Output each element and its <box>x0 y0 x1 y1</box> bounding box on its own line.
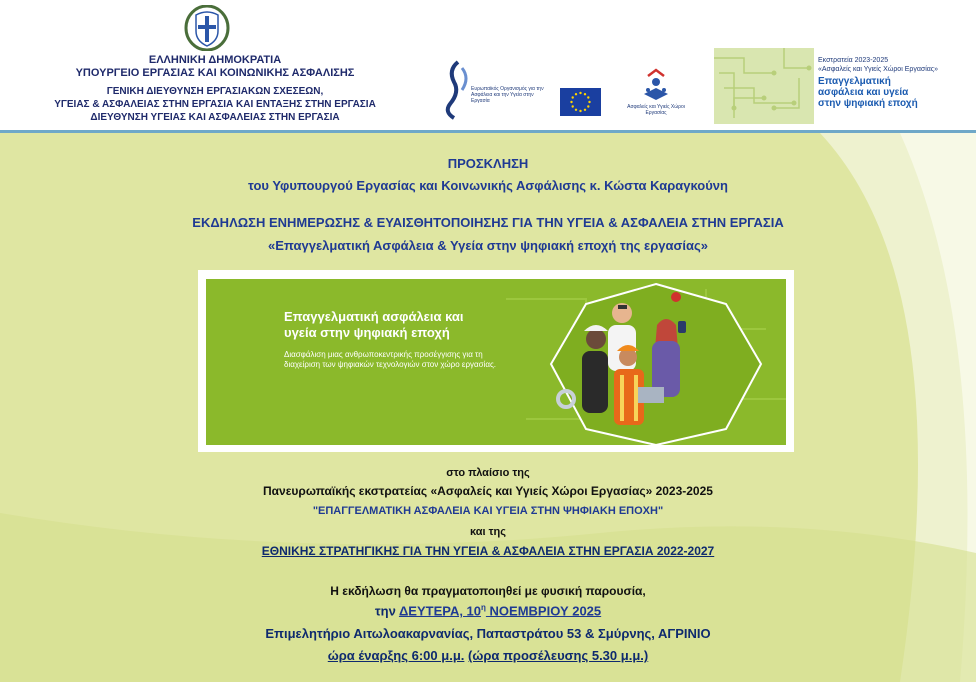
time-start: ώρα έναρξης 6:00 μ.μ. <box>327 648 465 663</box>
campaign-logo <box>714 48 976 124</box>
banner-subtitle: Διασφάλιση μιας ανθρωποκεντρικής προσέγγισης για τη διαχείριση των ψηφιακών τεχνολογιών στον χώρο εργασίας. <box>284 350 497 369</box>
ministry-line-3: ΓΕΝΙΚΗ ΔΙΕΥΘΥΝΣΗ ΕΡΓΑΣΙΑΚΩΝ ΣΧΕΣΕΩΝ, <box>106 86 324 97</box>
banner-title: Επαγγελματική ασφάλεια και υγεία στην ψηφιακή εποχή <box>284 309 464 340</box>
date-ordinal: η <box>481 603 486 612</box>
eu-flag-icon <box>560 88 601 116</box>
date-prefix: την <box>374 603 399 619</box>
context-line-2: Πανευρωπαϊκής εκστρατείας «Ασφαλείς και Υγιείς Χώροι Εργασίας» 2023-2025 <box>263 484 713 498</box>
event-date <box>0 603 976 618</box>
context-line-3: "ΕΠΑΓΓΕΛΜΑΤΙΚΗ ΑΣΦΑΛΕΙΑ ΚΑΙ ΥΓΕΙΑ ΣΤΗΝ ΨΗΦΙΑΚΗ ΕΠΟΧΗ" <box>312 505 664 517</box>
ministry-block <box>0 54 430 124</box>
invitation-from: του Υφυπουργού Εργασίας και Κοινωνικής Ασφάλισης κ. Κώστα Καραγκούνη <box>248 178 728 193</box>
details-intro: Η εκδήλωση θα πραγματοποιηθεί με φυσική παρουσία, <box>330 584 646 598</box>
national-strategy-link[interactable]: ΕΘΝΙΚΗΣ ΣΤΡΑΤΗΓΙΚΗΣ ΓΙΑ ΤΗΝ ΥΓΕΙΑ & ΑΣΦΑΛΕΙΑ ΣΤΗΝ ΕΡΓΑΣΙΑ 2022-2027 <box>261 544 715 558</box>
campaign-small-1: Εκστρατεία 2023-2025 <box>818 57 889 64</box>
ministry-line-4: ΥΓΕΙΑΣ & ΑΣΦΑΛΕΙΑΣ ΣΤΗΝ ΕΡΓΑΣΙΑ ΚΑΙ ΕΝΤΑΞΗΣ ΣΤΗΝ ΕΡΓΑΣΙΑ <box>54 99 376 110</box>
event-time <box>0 648 976 663</box>
circuit-pattern-icon <box>714 48 814 124</box>
greek-coat-of-arms-icon <box>184 5 230 51</box>
event-subtitle: «Επαγγελματική Ασφάλεια & Υγεία στην ψηφιακή εποχή της εργασίας» <box>268 238 708 253</box>
campaign-banner <box>206 279 786 445</box>
context-line-4: και της <box>470 526 506 538</box>
event-venue: Επιμελητήριο Αιτωλοακαρνανίας, Παπαστράτου 53 & Σμύρνης, ΑΓΡΙΝΙΟ <box>265 626 711 641</box>
hwp-caption: Ασφαλείς και Υγιείς Χώροι Εργασίας <box>627 104 685 116</box>
time-arrival: (ώρα προσέλευσης 5.30 μ.μ.) <box>468 648 649 663</box>
event-title: ΕΚΔΗΛΩΣΗ ΕΝΗΜΕΡΩΣΗΣ & ΕΥΑΙΣΘΗΤΟΠΟΙΗΣΗΣ ΓΙΑ ΤΗΝ ΥΓΕΙΑ & ΑΣΦΑΛΕΙΑ ΣΤΗΝ ΕΡΓΑΣΙΑ <box>192 215 784 230</box>
letterhead <box>0 0 976 132</box>
context-line-5 <box>0 544 976 558</box>
osha-caption: Ευρωπαϊκός Οργανισμός για την Ασφάλεια και την Υγεία στην Εργασία <box>471 86 544 104</box>
campaign-big-title: Επαγγελματική ασφάλεια και υγεία στην ψηφιακή εποχή <box>818 76 918 109</box>
workers-illustration-icon <box>526 279 786 445</box>
ministry-line-1: ΕΛΛΗΝΙΚΗ ΔΗΜΟΚΡΑΤΙΑ <box>148 54 282 66</box>
context-line-1: στο πλαίσιο της <box>446 467 530 479</box>
date-day: ΔΕΥΤΕΡΑ, 10 <box>398 603 482 619</box>
invitation-title: ΠΡΟΣΚΛΗΣΗ <box>447 156 529 171</box>
date-month: ΝΟΕΜΒΡΙΟΥ 2025 <box>485 603 602 619</box>
campaign-small-2: «Ασφαλείς και Υγιείς Χώροι Εργασίας» <box>818 66 939 73</box>
ministry-line-2: ΥΠΟΥΡΓΕΙΟ ΕΡΓΑΣΙΑΣ ΚΑΙ ΚΟΙΝΩΝΙΚΗΣ ΑΣΦΑΛΙΣΗΣ <box>75 67 355 79</box>
ministry-line-5: ΔΙΕΥΘΥΝΣΗ ΥΓΕΙΑΣ ΚΑΙ ΑΣΦΑΛΕΙΑΣ ΣΤΗΝ ΕΡΓΑΣΙΑ <box>90 112 340 123</box>
